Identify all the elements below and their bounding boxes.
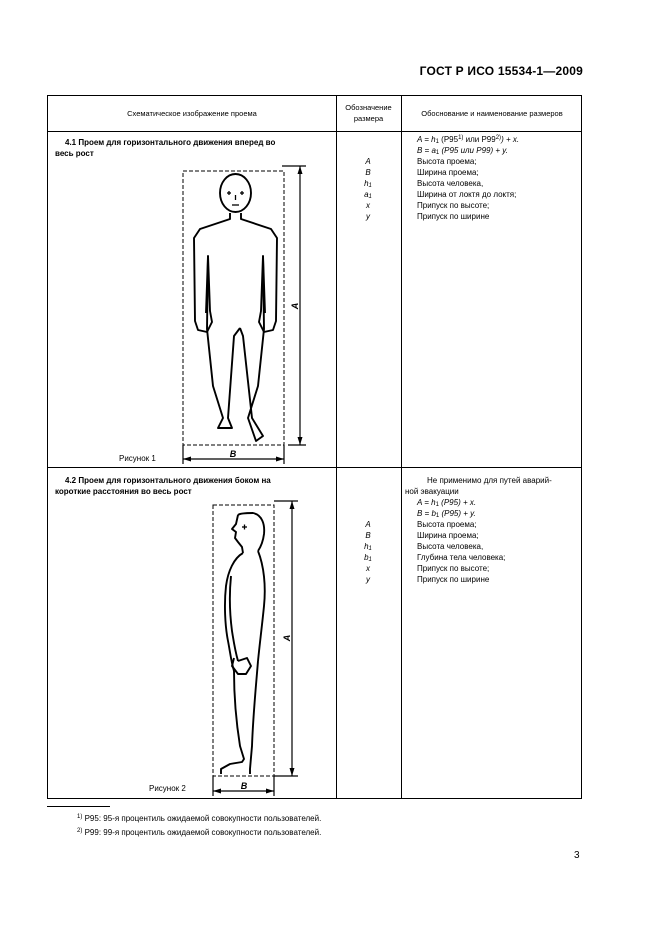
arrowhead-icon [213, 789, 221, 794]
column-header-symbol: Обозначение размера [345, 103, 392, 123]
section-title-4-2: 4.2 Проем для горизонтального движения боком на короткие расстояния во весь рост [55, 476, 271, 496]
section-title-4-1: 4.1 Проем для горизонтального движения вперед во весь рост [55, 138, 276, 158]
human-figure-side [221, 513, 265, 774]
document-header: ГОСТ Р ИСО 15534-1—2009 [419, 64, 583, 78]
dimensions-table [47, 95, 582, 799]
page-number: 3 [574, 850, 580, 861]
column-header-description: Обоснование и наименование размеров [421, 109, 563, 118]
figure-2-side-view [48, 96, 583, 800]
face-marks-icon [242, 525, 247, 530]
footnote-1: $^{1)}$ P95: 95-я процентиль ожидаемой совокупности пользователей. [77, 814, 322, 823]
figure-1-caption: Рисунок 1 [119, 454, 156, 463]
symbols-4-1: A B $h_1$ $a_1$ x y [364, 157, 372, 221]
formulas-4-1: $A = h_1$ (P95$^{1)}$ или $P99^{2)}) + x$. $B = a_1$ (P95 или P99) + y. [417, 135, 520, 156]
descriptions-4-1: Высота проема; Ширина проема; Высота человека, Ширина от локтя до локтя; Припуск по высоте; Припуск по ширине [417, 157, 517, 221]
note-4-2: Не применимо для путей аварий- ной эвакуации [405, 476, 552, 496]
figure-2-label-height: A [282, 634, 292, 642]
footnote-2: $^{2)}$ P99: 99-я процентиль ожидаемой совокупности пользователей. [77, 828, 322, 837]
footnote-rule [47, 806, 110, 807]
formulas-4-2: $A = h_1$ (P95) + x. $B = b_1$ (P95) + y. [417, 498, 477, 519]
figure-2-label-width: B [240, 781, 248, 791]
descriptions-4-2: Высота проема; Ширина проема; Высота человека, Глубина тела человека; Припуск по высоте; Припуск по ширине [417, 520, 506, 584]
symbols-4-2: A B $h_1$ $b_1$ x y [364, 520, 372, 584]
figure-1-label-width: B [229, 449, 237, 459]
column-header-image: Схематическое изображение проема [127, 109, 257, 118]
arrowhead-icon [266, 789, 274, 794]
figure-1-label-height: A [290, 302, 300, 310]
figure-2-caption: Рисунок 2 [149, 784, 186, 793]
arrowhead-icon [290, 768, 295, 776]
arrowhead-icon [290, 501, 295, 509]
